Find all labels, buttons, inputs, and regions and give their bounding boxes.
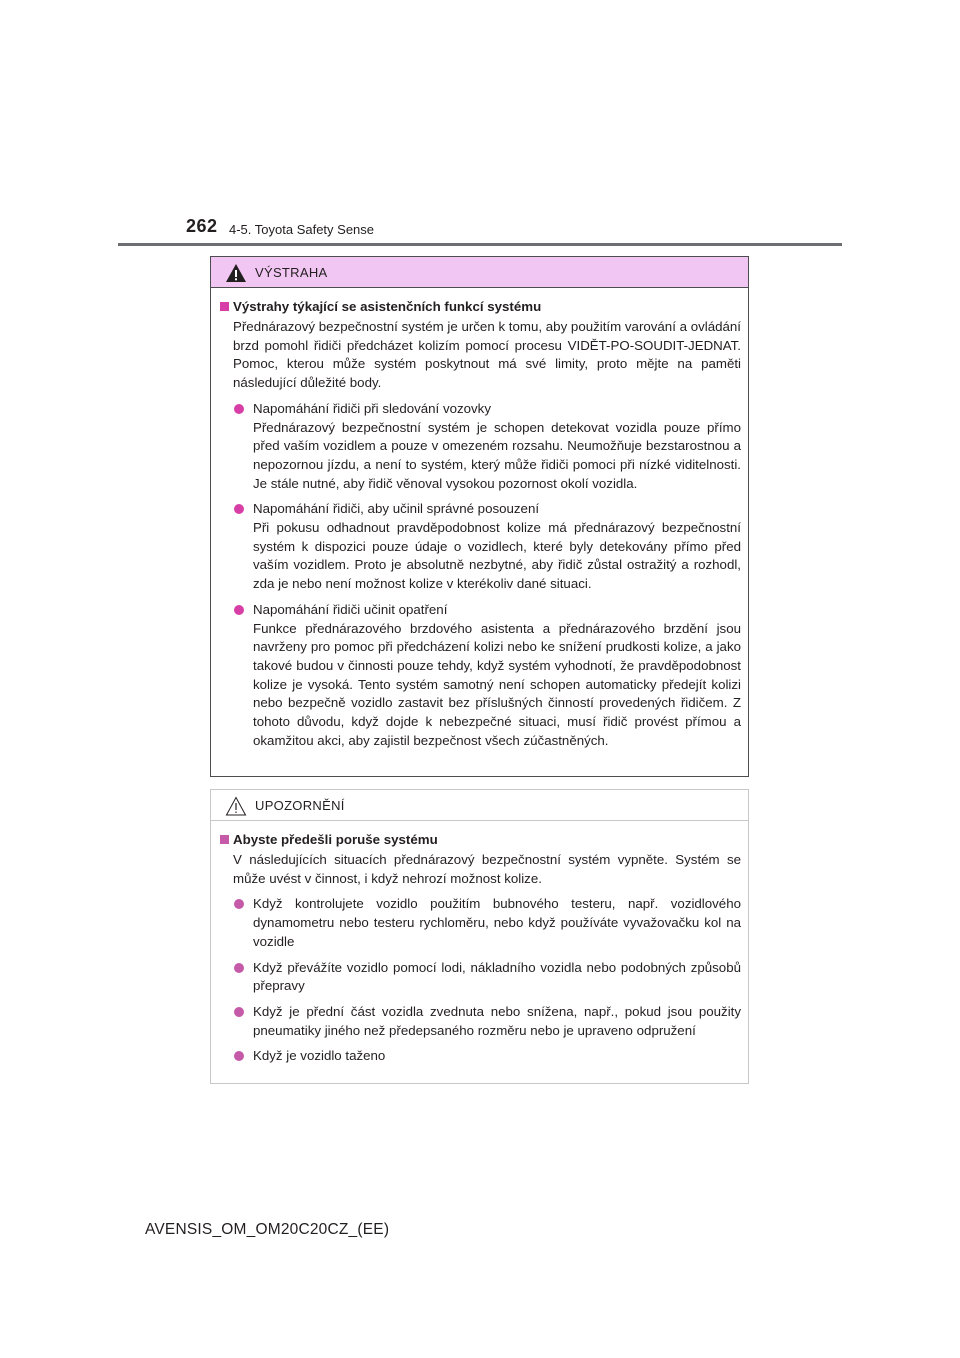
document-code: AVENSIS_OM_OM20C20CZ_(EE)	[145, 1221, 390, 1238]
bullet-text: Přednárazový bezpečnostní systém je schopen detekovat vozidla pouze přímo před vaším vozidlem a pouze v omezeném rozsahu. Neumožňuje bezstarostnou a nepozornou jízdu, a není to systém, který může řidiči pomoci při nízké viditelnosti. Je stále nutné, aby řidič věnoval vysokou pozornost okolí vozidla.	[253, 419, 741, 491]
list-item	[220, 500, 741, 594]
list-item	[220, 400, 741, 494]
section-title: 4-5. Toyota Safety Sense	[229, 222, 375, 237]
warning-box	[210, 256, 749, 777]
warning-triangle-filled-icon	[225, 263, 247, 283]
warning-header	[211, 257, 748, 288]
caution-body	[211, 821, 748, 1066]
list-item	[220, 895, 741, 951]
round-bullet-icon	[234, 1007, 244, 1017]
square-bullet-icon	[220, 302, 229, 311]
round-bullet-icon	[234, 404, 244, 414]
bullet-text: Když převážíte vozidlo pomocí lodi, nákladního vozidla nebo podobných způsobů přepravy	[253, 959, 741, 994]
warning-intro: Přednárazový bezpečnostní systém je určen k tomu, aby použitím varování a ovládání brzd pomohl řidiči předcházet kolizím pomocí procesu VIDĚT-PO-SOUDIT-JEDNAT. Pomoc, kterou může systém poskytnout má své limity, proto mějte na paměti následující důležité body.	[233, 319, 741, 391]
page-number: 262	[186, 216, 218, 236]
caution-heading: Abyste předešli poruše systému	[220, 831, 741, 849]
bullet-title: Napomáhání řidiči, aby učinil správné posouzení	[253, 501, 540, 517]
bullet-text: Když je vozidlo taženo	[253, 1048, 386, 1064]
bullet-text: Když je přední část vozidla zvednuta nebo snížena, např., pokud jsou použity pneumatiky jiného než předepsaného rozměru nebo je upraveno odpružení	[253, 1003, 741, 1038]
bullet-text: Funkce přednárazového brzdového asistenta a přednárazového brzdění jsou navrženy pro pomoc při předcházení kolizi nebo ke snížení prudkosti kolize, a jako takové budou v činnosti pouze tehdy, když systém vyhodnotí, že pravděpodobnost kolize je vysoká. Tento systém samotný není schopen automaticky předejít kolizi nebo bezpečně vozidlo zastavit bez příslušných činností provedených řidičem. Z tohoto důvodu, když dojde k nebezpečné situaci, musí řidič provést přímou a okamžitou akci, aby zajistil bezpečnost všech zúčastněných.	[253, 620, 741, 748]
caution-intro: V následujících situacích přednárazový bezpečnostní systém vypněte. Systém se může uvést v činnost, i když nehrozí možnost kolize.	[233, 852, 741, 886]
caution-label: UPOZORNĚNÍ	[255, 798, 345, 813]
list-item	[220, 1003, 741, 1040]
round-bullet-icon	[234, 1051, 244, 1061]
list-item	[220, 601, 741, 751]
round-bullet-icon	[234, 963, 244, 973]
list-item	[220, 959, 741, 996]
bullet-title: Napomáhání řidiči učinit opatření	[253, 601, 448, 617]
warning-label: VÝSTRAHA	[255, 265, 328, 280]
bullet-text: Při pokusu odhadnout pravděpodobnost kolize má přednárazový bezpečnostní systém k dispozici pouze údaje o vozidlech, které byly detekovány přímo před vaším vozidlem. Proto je absolutně nezbytné, aby řidič zůstal ostražitý a rozhodl, zda je nebo není možnost kolize v kterékoliv dané situaci.	[253, 520, 741, 592]
header-divider	[118, 243, 842, 246]
bullet-title: Napomáhání řidiči při sledování vozovky	[253, 400, 491, 416]
caution-header	[211, 790, 748, 821]
round-bullet-icon	[234, 504, 244, 514]
caution-box	[210, 789, 749, 1084]
warning-body	[211, 288, 748, 750]
bullet-text: Když kontrolujete vozidlo použitím bubnového testeru, např. vozidlového dynamometru nebo testeru rychloměru, nebo když používáte vyvažovačku kol na vozidle	[253, 896, 741, 949]
round-bullet-icon	[234, 605, 244, 615]
square-bullet-icon	[220, 835, 229, 844]
caution-triangle-outline-icon	[225, 796, 247, 816]
list-item	[220, 1047, 741, 1066]
warning-heading: Výstrahy týkající se asistenčních funkcí systému	[220, 298, 741, 316]
round-bullet-icon	[234, 899, 244, 909]
